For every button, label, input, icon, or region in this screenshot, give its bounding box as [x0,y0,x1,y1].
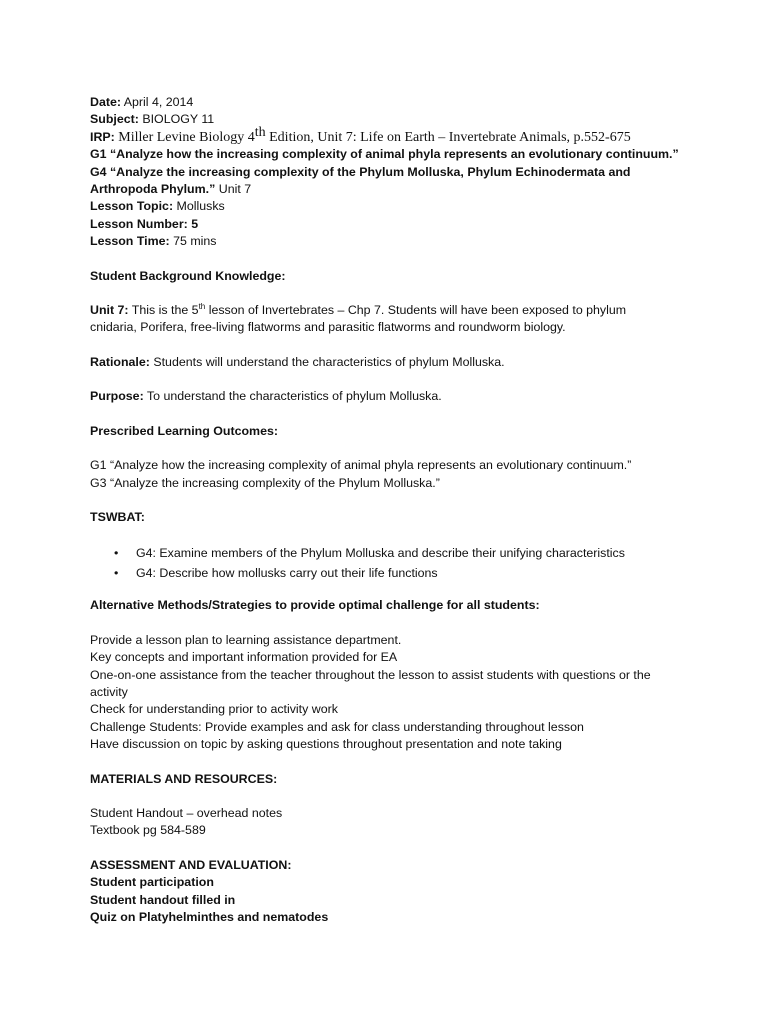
background-unit-sup: th [198,301,206,311]
date-value: April 4, 2014 [123,95,194,109]
assessment-item: Student handout filled in [90,892,236,907]
goal-g4-line2-bold: Arthropoda Phylum.” [90,182,216,197]
irp-line [90,124,690,146]
rationale-text: Students will understand the characteristics of phylum Molluska. [149,354,505,369]
outcome-g3: G3 “Analyze the increasing complexity of the Phylum Molluska.” [90,475,440,490]
purpose-text: To understand the characteristics of phylum Molluska. [143,389,442,404]
purpose-line [90,388,690,405]
rationale-label: Rationale: [90,354,150,369]
lesson-plan-document [90,94,690,926]
alternative-item: Check for understanding prior to activity work [90,702,338,717]
assessment-item: Student participation [90,875,214,890]
lesson-time-label: Lesson Time: [90,234,170,249]
assessment-item: Quiz on Platyhelminthes and nematodes [90,910,329,924]
background-unit-line1 [90,302,690,319]
date-label: Date: [90,95,121,109]
lesson-time-value: 75 mins [169,234,217,249]
bullet-icon: • [114,546,119,561]
tswbat-list [90,543,690,583]
outcomes-heading: Prescribed Learning Outcomes: [90,423,278,438]
lesson-time-line [90,233,690,250]
materials-heading: MATERIALS AND RESOURCES: [90,771,278,786]
alternative-item: Provide a lesson plan to learning assistance department. [90,632,402,647]
alternative-heading: Alternative Methods/Strategies to provide optimal challenge for all students: [90,598,540,613]
tswbat-item-text: G4: Describe how mollusks carry out their life functions [136,566,438,581]
purpose-label: Purpose: [90,389,144,404]
list-item [90,563,690,583]
alternative-item: Challenge Students: Provide examples and ask for class understanding throughout lesson [90,719,584,734]
tswbat-heading: TSWBAT: [90,509,145,524]
background-unit-text-pre: This is the 5 [128,303,199,318]
bullet-icon: • [114,566,119,581]
subject-line [90,111,690,128]
background-unit-text-post: lesson of Invertebrates – Chp 7. Students will have been exposed to phylum [205,303,627,318]
goal-g1: G1 “Analyze how the increasing complexity of animal phyla represents an evolutionary continuum.” [90,147,679,162]
materials-item: Student Handout – overhead notes [90,805,283,820]
list-item [90,543,690,563]
alternative-item: activity [90,684,128,699]
alternative-item: Key concepts and important information provided for EA [90,650,398,665]
goal-g4-line1: G4 “Analyze the increasing complexity of the Phylum Molluska, Phylum Echinodermata and [90,164,631,179]
outcome-g1: G1 “Analyze how the increasing complexity of animal phyla represents an evolutionary continuum.” [90,458,632,473]
background-heading: Student Background Knowledge: [90,268,286,283]
lesson-number-line: Lesson Number: 5 [90,216,199,231]
materials-item: Textbook pg 584-589 [90,823,206,838]
tswbat-item-text: G4: Examine members of the Phylum Molluska and describe their unifying characteristics [136,546,625,561]
lesson-topic-line [90,198,690,215]
alternative-item: One-on-one assistance from the teacher throughout the lesson to assist students with questions or the [90,667,651,682]
background-unit-label: Unit 7: [90,303,129,318]
subject-label: Subject: [90,112,139,127]
irp-value-post: Edition, Unit 7: Life on Earth – Invertebrate Animals, p.552-675 [265,129,631,145]
goal-g4-line2 [90,181,690,198]
irp-label: IRP: [90,129,115,144]
date-line [90,94,690,111]
irp-value-pre: Miller Levine Biology 4 [118,129,255,145]
goal-g4-line2-rest: Unit 7 [215,182,252,197]
assessment-heading: ASSESSMENT AND EVALUATION: [90,857,292,872]
alternative-item: Have discussion on topic by asking questions throughout presentation and note taking [90,737,562,752]
subject-value: BIOLOGY 11 [142,112,215,127]
irp-sup: th [254,124,266,140]
lesson-topic-value: Mollusks [173,199,225,214]
rationale-line [90,354,690,371]
background-unit-line2: cnidaria, Porifera, free-living flatworms and parasitic flatworms and roundworm biology. [90,320,566,335]
lesson-topic-label: Lesson Topic: [90,199,174,214]
